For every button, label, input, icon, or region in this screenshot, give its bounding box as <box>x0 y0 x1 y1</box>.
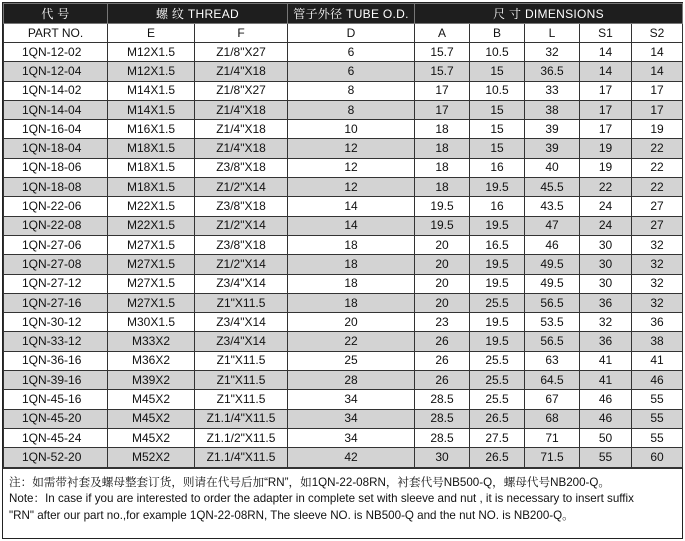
thread-f-cell: Z3/4"X14 <box>195 313 288 332</box>
tube-od-cell: 28 <box>288 371 415 390</box>
dim-a-cell: 26 <box>415 371 470 390</box>
tube-od-cell: 18 <box>288 255 415 274</box>
dim-s2-cell: 32 <box>632 293 683 312</box>
thread-e-cell: M16X1.5 <box>108 120 195 139</box>
dim-a-cell: 28.5 <box>415 390 470 409</box>
dim-l-cell: 49.5 <box>525 274 580 293</box>
thread-f-cell: Z1"X11.5 <box>195 293 288 312</box>
dim-s2-cell: 14 <box>632 43 683 62</box>
part-no-cell: 1QN-45-20 <box>4 409 108 428</box>
dim-a-cell: 30 <box>415 448 470 467</box>
part-no-cell: 1QN-52-20 <box>4 448 108 467</box>
subheader-e: E <box>108 24 195 43</box>
header-dimensions: 尺 寸 DIMENSIONS <box>415 4 683 24</box>
thread-f-cell: Z1/4"X18 <box>195 62 288 81</box>
thread-f-cell: Z1/2"X14 <box>195 216 288 235</box>
table-row <box>4 100 683 119</box>
dim-a-cell: 19.5 <box>415 197 470 216</box>
subheader-b: B <box>470 24 525 43</box>
subheader-l: L <box>525 24 580 43</box>
table-row <box>4 139 683 158</box>
dim-s1-cell: 19 <box>580 139 632 158</box>
tube-od-cell: 12 <box>288 178 415 197</box>
table-row <box>4 158 683 177</box>
thread-e-cell: M12X1.5 <box>108 43 195 62</box>
thread-e-cell: M12X1.5 <box>108 62 195 81</box>
thread-f-cell: Z3/4"X14 <box>195 274 288 293</box>
dim-l-cell: 67 <box>525 390 580 409</box>
dim-s2-cell: 17 <box>632 100 683 119</box>
dim-b-cell: 25.5 <box>470 390 525 409</box>
dim-a-cell: 18 <box>415 158 470 177</box>
dim-a-cell: 17 <box>415 100 470 119</box>
dim-s1-cell: 30 <box>580 255 632 274</box>
dim-l-cell: 40 <box>525 158 580 177</box>
dim-a-cell: 20 <box>415 274 470 293</box>
part-no-cell: 1QN-12-04 <box>4 62 108 81</box>
thread-e-cell: M18X1.5 <box>108 158 195 177</box>
note-english-1: Note：In case if you are interested to order the adapter in complete set with sleeve and nut , it is necessary to insert suffix <box>9 492 634 506</box>
dim-a-cell: 18 <box>415 178 470 197</box>
thread-e-cell: M45X2 <box>108 428 195 447</box>
table-row <box>4 216 683 235</box>
thread-f-cell: Z1/4"X18 <box>195 100 288 119</box>
thread-f-cell: Z1/8"X27 <box>195 81 288 100</box>
table-row <box>4 332 683 351</box>
dim-a-cell: 28.5 <box>415 409 470 428</box>
dim-s2-cell: 38 <box>632 332 683 351</box>
thread-e-cell: M27X1.5 <box>108 293 195 312</box>
dim-s2-cell: 46 <box>632 371 683 390</box>
tube-od-cell: 8 <box>288 81 415 100</box>
part-no-cell: 1QN-18-04 <box>4 139 108 158</box>
part-no-cell: 1QN-16-04 <box>4 120 108 139</box>
dim-l-cell: 36.5 <box>525 62 580 81</box>
header-part-code: 代 号 <box>4 4 108 24</box>
dim-s2-cell: 55 <box>632 428 683 447</box>
table-body <box>4 43 683 468</box>
part-no-cell: 1QN-14-04 <box>4 100 108 119</box>
dim-b-cell: 19.5 <box>470 178 525 197</box>
tube-od-cell: 6 <box>288 43 415 62</box>
table-row <box>4 390 683 409</box>
table-row <box>4 62 683 81</box>
table-row <box>4 274 683 293</box>
tube-od-cell: 10 <box>288 120 415 139</box>
dim-l-cell: 56.5 <box>525 293 580 312</box>
dim-l-cell: 68 <box>525 409 580 428</box>
dim-b-cell: 19.5 <box>470 255 525 274</box>
thread-f-cell: Z1.1/4"X11.5 <box>195 409 288 428</box>
dim-b-cell: 10.5 <box>470 81 525 100</box>
thread-f-cell: Z1/4"X18 <box>195 139 288 158</box>
dim-l-cell: 43.5 <box>525 197 580 216</box>
dim-l-cell: 71 <box>525 428 580 447</box>
dim-s1-cell: 36 <box>580 332 632 351</box>
dim-b-cell: 19.5 <box>470 216 525 235</box>
dim-b-cell: 26.5 <box>470 448 525 467</box>
dim-s2-cell: 27 <box>632 216 683 235</box>
thread-e-cell: M18X1.5 <box>108 178 195 197</box>
dim-s2-cell: 17 <box>632 81 683 100</box>
table-row <box>4 81 683 100</box>
thread-f-cell: Z1/2"X14 <box>195 255 288 274</box>
dim-b-cell: 15 <box>470 139 525 158</box>
part-no-cell: 1QN-22-06 <box>4 197 108 216</box>
dim-l-cell: 49.5 <box>525 255 580 274</box>
table-row <box>4 120 683 139</box>
part-no-cell: 1QN-45-24 <box>4 428 108 447</box>
dim-s1-cell: 30 <box>580 274 632 293</box>
dim-s1-cell: 46 <box>580 390 632 409</box>
dim-b-cell: 10.5 <box>470 43 525 62</box>
part-no-cell: 1QN-22-08 <box>4 216 108 235</box>
divider <box>3 468 682 469</box>
dim-s2-cell: 32 <box>632 235 683 254</box>
tube-od-cell: 34 <box>288 390 415 409</box>
header-tube-od: 管子外径 TUBE O.D. <box>288 4 415 24</box>
table-row <box>4 428 683 447</box>
dim-s2-cell: 36 <box>632 313 683 332</box>
dim-s2-cell: 32 <box>632 255 683 274</box>
thread-e-cell: M36X2 <box>108 351 195 370</box>
thread-f-cell: Z3/8"X18 <box>195 235 288 254</box>
dim-l-cell: 45.5 <box>525 178 580 197</box>
table-row <box>4 313 683 332</box>
dim-s1-cell: 30 <box>580 235 632 254</box>
dim-a-cell: 18 <box>415 139 470 158</box>
dim-s1-cell: 14 <box>580 62 632 81</box>
thread-f-cell: Z1/4"X18 <box>195 120 288 139</box>
dim-s1-cell: 55 <box>580 448 632 467</box>
dim-b-cell: 15 <box>470 120 525 139</box>
dim-s1-cell: 17 <box>580 100 632 119</box>
tube-od-cell: 34 <box>288 409 415 428</box>
dim-a-cell: 26 <box>415 351 470 370</box>
tube-od-cell: 22 <box>288 332 415 351</box>
dim-s1-cell: 24 <box>580 197 632 216</box>
tube-od-cell: 42 <box>288 448 415 467</box>
dim-l-cell: 63 <box>525 351 580 370</box>
dim-b-cell: 15 <box>470 100 525 119</box>
thread-e-cell: M22X1.5 <box>108 216 195 235</box>
tube-od-cell: 12 <box>288 139 415 158</box>
spec-sheet <box>2 2 683 539</box>
thread-e-cell: M30X1.5 <box>108 313 195 332</box>
thread-e-cell: M45X2 <box>108 390 195 409</box>
part-no-cell: 1QN-45-16 <box>4 390 108 409</box>
tube-od-cell: 8 <box>288 100 415 119</box>
dim-l-cell: 56.5 <box>525 332 580 351</box>
note-block <box>9 475 681 524</box>
dim-a-cell: 20 <box>415 235 470 254</box>
dim-s1-cell: 41 <box>580 371 632 390</box>
tube-od-cell: 18 <box>288 293 415 312</box>
dim-s2-cell: 32 <box>632 274 683 293</box>
thread-e-cell: M18X1.5 <box>108 139 195 158</box>
part-no-cell: 1QN-30-12 <box>4 313 108 332</box>
dim-l-cell: 53.5 <box>525 313 580 332</box>
dim-s2-cell: 55 <box>632 390 683 409</box>
part-no-cell: 1QN-14-02 <box>4 81 108 100</box>
dim-s2-cell: 19 <box>632 120 683 139</box>
table-row <box>4 351 683 370</box>
table-row <box>4 178 683 197</box>
header-row-sub <box>4 24 683 43</box>
dim-a-cell: 19.5 <box>415 216 470 235</box>
note-chinese: 注：如需带衬套及螺母整套订货，则请在代号后加“RN”，如1QN-22-08RN，衬套代号NB500-Q，螺母代号NB200-Q。 <box>9 476 611 489</box>
dimensions-table <box>3 3 683 468</box>
dim-a-cell: 15.7 <box>415 43 470 62</box>
tube-od-cell: 14 <box>288 216 415 235</box>
part-no-cell: 1QN-18-08 <box>4 178 108 197</box>
dim-l-cell: 39 <box>525 139 580 158</box>
dim-s1-cell: 32 <box>580 313 632 332</box>
dim-s1-cell: 22 <box>580 178 632 197</box>
part-no-cell: 1QN-36-16 <box>4 351 108 370</box>
dim-s2-cell: 55 <box>632 409 683 428</box>
dim-s2-cell: 14 <box>632 62 683 81</box>
dim-a-cell: 26 <box>415 332 470 351</box>
dim-a-cell: 18 <box>415 120 470 139</box>
part-no-cell: 1QN-12-02 <box>4 43 108 62</box>
subheader-part-no: PART NO. <box>4 24 108 43</box>
part-no-cell: 1QN-27-12 <box>4 274 108 293</box>
dim-b-cell: 27.5 <box>470 428 525 447</box>
table-row <box>4 235 683 254</box>
dim-s1-cell: 46 <box>580 409 632 428</box>
dim-l-cell: 46 <box>525 235 580 254</box>
table-row <box>4 371 683 390</box>
thread-e-cell: M27X1.5 <box>108 255 195 274</box>
dim-a-cell: 15.7 <box>415 62 470 81</box>
tube-od-cell: 34 <box>288 428 415 447</box>
part-no-cell: 1QN-27-08 <box>4 255 108 274</box>
subheader-a: A <box>415 24 470 43</box>
part-no-cell: 1QN-39-16 <box>4 371 108 390</box>
dim-s2-cell: 22 <box>632 139 683 158</box>
dim-l-cell: 71.5 <box>525 448 580 467</box>
thread-e-cell: M27X1.5 <box>108 274 195 293</box>
dim-s2-cell: 22 <box>632 178 683 197</box>
dim-b-cell: 25.5 <box>470 351 525 370</box>
tube-od-cell: 18 <box>288 274 415 293</box>
thread-f-cell: Z1"X11.5 <box>195 371 288 390</box>
part-no-cell: 1QN-27-16 <box>4 293 108 312</box>
note-english-2: "RN" after our part no.,for example 1QN-22-08RN, The sleeve NO. is NB500-Q and the nut NO. is NB200-Q。 <box>9 508 574 522</box>
thread-e-cell: M14X1.5 <box>108 81 195 100</box>
dim-s1-cell: 17 <box>580 120 632 139</box>
dim-a-cell: 28.5 <box>415 428 470 447</box>
dim-s2-cell: 27 <box>632 197 683 216</box>
subheader-d: D <box>288 24 415 43</box>
dim-l-cell: 39 <box>525 120 580 139</box>
dim-s2-cell: 41 <box>632 351 683 370</box>
tube-od-cell: 20 <box>288 313 415 332</box>
subheader-f: F <box>195 24 288 43</box>
dim-s2-cell: 60 <box>632 448 683 467</box>
thread-e-cell: M27X1.5 <box>108 235 195 254</box>
dim-l-cell: 32 <box>525 43 580 62</box>
table-row <box>4 293 683 312</box>
tube-od-cell: 6 <box>288 62 415 81</box>
tube-od-cell: 12 <box>288 158 415 177</box>
dim-s1-cell: 41 <box>580 351 632 370</box>
table-row <box>4 255 683 274</box>
dim-l-cell: 47 <box>525 216 580 235</box>
subheader-s1: S1 <box>580 24 632 43</box>
dim-s1-cell: 50 <box>580 428 632 447</box>
thread-f-cell: Z3/8"X18 <box>195 197 288 216</box>
dim-l-cell: 64.5 <box>525 371 580 390</box>
dim-b-cell: 19.5 <box>470 332 525 351</box>
table-row <box>4 409 683 428</box>
dim-b-cell: 25.5 <box>470 371 525 390</box>
thread-f-cell: Z3/8"X18 <box>195 158 288 177</box>
dim-s1-cell: 14 <box>580 43 632 62</box>
thread-f-cell: Z1.1/4"X11.5 <box>195 448 288 467</box>
thread-e-cell: M52X2 <box>108 448 195 467</box>
tube-od-cell: 14 <box>288 197 415 216</box>
thread-e-cell: M33X2 <box>108 332 195 351</box>
dim-b-cell: 26.5 <box>470 409 525 428</box>
tube-od-cell: 25 <box>288 351 415 370</box>
thread-f-cell: Z1/8"X27 <box>195 43 288 62</box>
dim-b-cell: 15 <box>470 62 525 81</box>
table-row <box>4 43 683 62</box>
thread-e-cell: M39X2 <box>108 371 195 390</box>
part-no-cell: 1QN-18-06 <box>4 158 108 177</box>
thread-e-cell: M45X2 <box>108 409 195 428</box>
thread-f-cell: Z1"X11.5 <box>195 390 288 409</box>
header-row-main <box>4 4 683 24</box>
thread-e-cell: M14X1.5 <box>108 100 195 119</box>
table-row <box>4 197 683 216</box>
dim-b-cell: 16 <box>470 158 525 177</box>
thread-f-cell: Z1"X11.5 <box>195 351 288 370</box>
dim-b-cell: 19.5 <box>470 274 525 293</box>
thread-f-cell: Z1.1/2"X11.5 <box>195 428 288 447</box>
part-no-cell: 1QN-33-12 <box>4 332 108 351</box>
dim-l-cell: 38 <box>525 100 580 119</box>
thread-f-cell: Z1/2"X14 <box>195 178 288 197</box>
dim-a-cell: 20 <box>415 293 470 312</box>
thread-f-cell: Z3/4"X14 <box>195 332 288 351</box>
dim-s1-cell: 17 <box>580 81 632 100</box>
dim-s1-cell: 36 <box>580 293 632 312</box>
dim-l-cell: 33 <box>525 81 580 100</box>
table-row <box>4 448 683 467</box>
dim-a-cell: 23 <box>415 313 470 332</box>
dim-s2-cell: 22 <box>632 158 683 177</box>
dim-s1-cell: 24 <box>580 216 632 235</box>
dim-b-cell: 19.5 <box>470 313 525 332</box>
dim-s1-cell: 19 <box>580 158 632 177</box>
header-thread: 螺 纹 THREAD <box>108 4 288 24</box>
dim-a-cell: 17 <box>415 81 470 100</box>
tube-od-cell: 18 <box>288 235 415 254</box>
dim-b-cell: 16 <box>470 197 525 216</box>
dim-b-cell: 25.5 <box>470 293 525 312</box>
thread-e-cell: M22X1.5 <box>108 197 195 216</box>
dim-b-cell: 16.5 <box>470 235 525 254</box>
part-no-cell: 1QN-27-06 <box>4 235 108 254</box>
subheader-s2: S2 <box>632 24 683 43</box>
dim-a-cell: 20 <box>415 255 470 274</box>
